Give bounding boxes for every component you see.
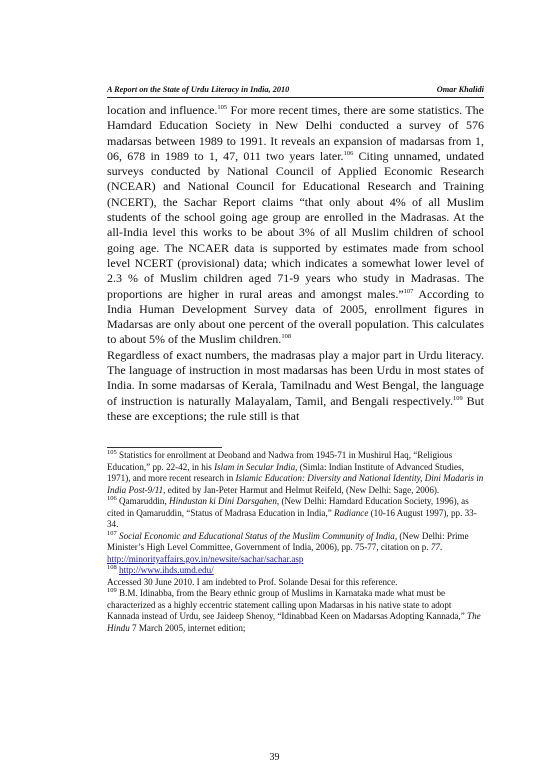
footnote-number: 109 [107,586,117,594]
footnote-108 [107,565,484,577]
italic-title: Islamic Education: Diversity and National Identity, Dini Madaris in India Post-9/11 [107,473,484,495]
footnote-number: 105 [107,448,117,456]
footnote-ref[interactable]: 108 [281,333,292,341]
footnote-107 [107,531,484,554]
footnote-ref[interactable]: 107 [403,287,414,295]
footnote-109 [107,588,484,634]
header-author: Omar Khalidi [436,85,484,94]
italic-title: Radiance [334,507,369,518]
text-run: 7 March 2005, internet edition; [129,622,246,633]
sachar-report-link[interactable]: http://minorityaffairs.gov.in/newsite/sachar/sachar.asp [107,553,304,564]
text-run: Statistics for enrollment at Deoband and Nadwa from 1945-71 in Mushirul Haq, “Religious Education,” pp. 22-42, in his [107,450,453,472]
footnote-number: 106 [107,494,117,502]
text-run: location and influence. [107,103,218,117]
text-run: But these are exceptions; the rule still is that [107,393,485,423]
italic-title: The Hindu [107,611,481,633]
italic-title: Social Economic and Educational Status of the Muslim Community of India [119,530,395,541]
ihds-link[interactable]: http://www.ihds.umd.edu/ [119,565,214,575]
text-run: B.M. Idinabba, from the Beary ethnic group of Muslims in Karnataka made what must be characterized as a highly eccentric statement calling upon Madarsas in his native state to adopt Kannada instead of Urdu, see Jaideep Shenoy, “Idinabbad Keen on Madarsas Adopting Kannada,” [107,588,468,621]
text-run: , (New Delhi: Prime Minister’s High Level Committee, Government of India, 2006), pp. 75-77, citation on p. [107,530,469,552]
italic-title: Islam in Secular India [214,461,296,472]
text-run: , (New Delhi: Hamdard Education Society, 1996), as cited in Qamaruddin, “Status of Madrasa Education in India,” [107,496,469,518]
footnote-number: 108 [107,563,117,571]
text-run: For more recent times, there are some statistics. The Hamdard Education Society in New Delhi conducted a survey of 576 madarsas between 1989 to 1991. It reveals an expansion of madarsas from 1, 06, 678 in 1989 to 1, 47, 011 two years later. [107,103,484,163]
footnote-105 [107,450,484,496]
header-title: A Report on the State of Urdu Literacy in India, 2010 [107,85,290,94]
text-run: (10-16 August 1997), pp. 33-34. [107,507,477,529]
italic-title: Hindustan ki Dini Darsgahen [169,496,277,506]
header-rule [107,97,484,98]
footnote-separator [107,447,222,448]
body-text [107,103,484,424]
footnote-ref[interactable]: 105 [217,104,228,111]
footnote-108-cont [107,577,484,589]
italic-page: 77 [430,542,440,552]
text-run: , (Simla: Indian Institute of Advanced Studies, 1971), and more recent research in [107,461,464,483]
footnote-ref[interactable]: 109 [452,394,463,402]
text-run: Citing unnamed, undated surveys conducted by National Council of Applied Economic Research (NCEAR) and National Council for Educational Research and Training (NCERT), the Sachar Report claims “that only about 4% of all Muslim students of the school going age group are enrolled in the Madrasas. At the all-India level this works to be about 3% of all Muslim children of school going age. The NCAER data is supported by estimates made from school level NCERT (provisional) data; which indicates a somewhat lower level of 2.3 % of Muslim children aged 71-9 years who study in Madrasas. The proportions are higher in rural areas and amongst males.” [107,148,484,301]
text-run: . [439,542,443,552]
page-number: 39 [269,752,280,763]
paragraph [107,348,484,424]
footnote-107-link-line [107,554,484,566]
paragraph [107,103,484,348]
footnote-number: 107 [107,529,117,537]
text-run: Accessed 30 June 2010. I am indebted to Prof. Solande Desai for this reference. [107,576,398,587]
text-run: Regardless of exact numbers, the madrasas play a major part in Urdu literacy. The language of instruction in most madarsas has been Urdu in most states of India. In some madarsas of Kerala, Tamilnadu and West Bengal, the language of instruction is naturally Malayalam, Tamil, and Bengali respectively. [107,347,484,408]
footnotes [107,450,484,634]
running-header [107,85,484,94]
footnote-ref[interactable]: 106 [343,149,354,157]
footnote-106 [107,496,484,531]
text-run: Qamaruddin, [116,496,170,506]
text-run: According to India Human Development Survey data of 2005, enrollment figures in Madarsas are only about one percent of the overall population. This calculates to about 5% of the Muslim children. [107,286,484,347]
text-run: , edited by Jan-Peter Harmut and Helmut Reifeld, (New Delhi: Sage, 2006). [163,484,440,495]
